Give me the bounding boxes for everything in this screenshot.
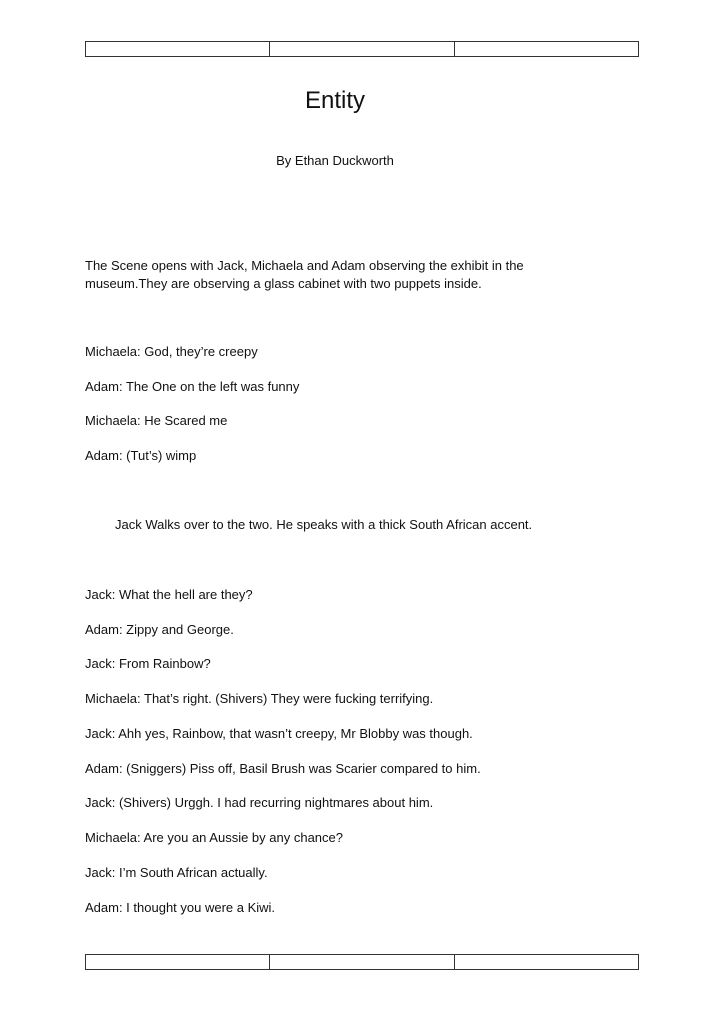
dialogue-line: Michaela: God, they’re creepy	[85, 344, 258, 359]
dialogue-line: Michaela: Are you an Aussie by any chance?	[85, 830, 343, 845]
footer-cell-left	[86, 955, 269, 969]
dialogue-line: Adam: The One on the left was funny	[85, 379, 300, 394]
header-cell-center	[269, 42, 453, 56]
dialogue-line: Michaela: He Scared me	[85, 413, 228, 428]
footer-cell-center	[269, 955, 453, 969]
document-author: By Ethan Duckworth	[276, 153, 394, 168]
footer-cell-right	[454, 955, 638, 969]
dialogue-line: Adam: (Sniggers) Piss off, Basil Brush was Scarier compared to him.	[85, 761, 481, 776]
dialogue-line: Jack: What the hell are they?	[85, 587, 253, 602]
dialogue-line: Adam: (Tut’s) wimp	[85, 448, 197, 463]
opening-stage-direction: The Scene opens with Jack, Michaela and Adam observing the exhibit in the museum.They are observing a glass cabinet with two puppets inside.	[85, 258, 524, 291]
second-stage-direction: Jack Walks over to the two. He speaks with a thick South African accent.	[115, 517, 533, 532]
dialogue-line: Adam: Zippy and George.	[85, 622, 234, 637]
dialogue-line: Jack: I’m South African actually.	[85, 865, 268, 880]
footer-table	[85, 954, 639, 970]
dialogue-line: Michaela: That’s right. (Shivers) They were fucking terrifying.	[85, 691, 434, 706]
dialogue-line: Jack: From Rainbow?	[85, 656, 211, 671]
dialogue-line: Adam: I thought you were a Kiwi.	[85, 900, 276, 915]
document-title: Entity	[304, 87, 366, 114]
dialogue-line: Jack: Ahh yes, Rainbow, that wasn’t creepy, Mr Blobby was though.	[85, 726, 473, 741]
dialogue-line: Jack: (Shivers) Urggh. I had recurring nightmares about him.	[85, 795, 434, 810]
header-cell-left	[86, 42, 269, 56]
header-table	[85, 41, 639, 57]
header-cell-right	[454, 42, 638, 56]
